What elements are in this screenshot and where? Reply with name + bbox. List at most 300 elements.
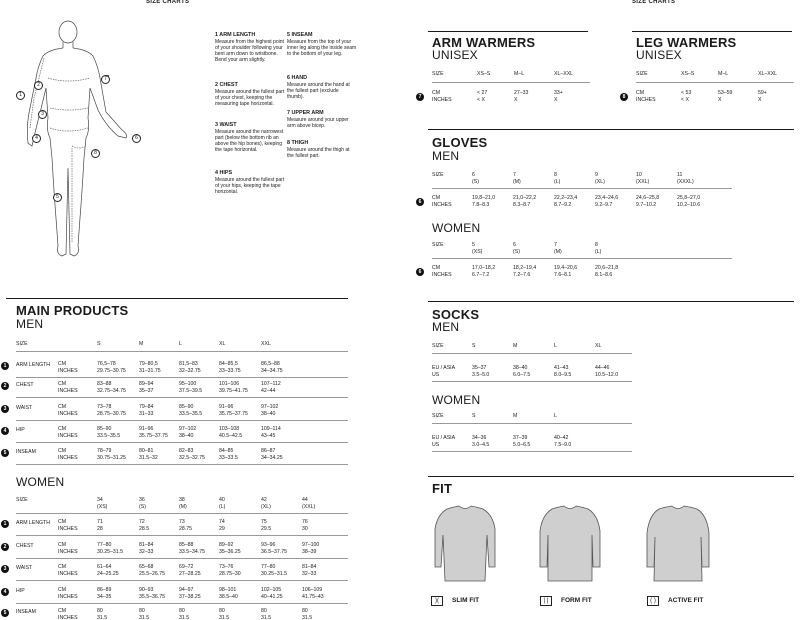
table-cell: 21,0–22,2	[513, 195, 537, 201]
active-fit-icon: ( )	[647, 596, 659, 606]
table-cell: 102–105	[261, 587, 282, 593]
arm-warmers-title: ARM WARMERS	[432, 35, 536, 50]
table-cell: 8.0–9.5	[554, 372, 572, 378]
table-cell: 7.8–8.3	[472, 202, 490, 208]
size-header: L	[554, 343, 557, 349]
size-header: (M)	[513, 179, 521, 185]
table-cell: 35.75–37.75	[139, 433, 168, 439]
size-header: 38	[179, 497, 185, 503]
form-fit-icon: | |	[540, 596, 552, 606]
table-cell: 85–88	[179, 542, 194, 548]
figure-marker-3: 3	[38, 110, 47, 119]
table-cell: 81,5–83	[179, 361, 198, 367]
table-cell: 43–45	[261, 433, 276, 439]
size-header: XL–XXL	[554, 71, 574, 77]
unit-label: CM	[58, 381, 67, 387]
table-cell: 103–108	[219, 426, 240, 432]
size-header-label: SIZE	[432, 413, 444, 419]
size-header: (M)	[179, 504, 187, 510]
unit-label: INCHES	[58, 433, 78, 439]
table-cell: 40–41.25	[261, 594, 283, 600]
table-rule	[432, 381, 632, 382]
table-cell: 7.5–9.0	[554, 442, 572, 448]
unit-label: INCHES	[432, 97, 452, 103]
unit-label: INCHES	[58, 526, 78, 532]
table-cell: 80	[219, 608, 225, 614]
table-cell: 91–96	[139, 426, 154, 432]
slim-fit-icon: )(	[431, 596, 443, 606]
table-cell: 40–42	[554, 435, 569, 441]
size-header: 6	[472, 172, 475, 178]
unit-label: CM	[58, 564, 67, 570]
table-cell: 33.5–35.5	[97, 433, 121, 439]
table-cell: 83–88	[97, 381, 112, 387]
table-cell: 107–112	[261, 381, 281, 387]
size-header: 42	[261, 497, 267, 503]
table-cell: 8.7–9.2	[554, 202, 572, 208]
table-cell: 59+	[758, 90, 767, 96]
page-header-right: SIZE CHARTS	[632, 0, 676, 5]
unit-label: INCHES	[58, 571, 78, 577]
table-cell: 74	[219, 519, 225, 525]
table-rule	[432, 353, 632, 354]
size-header: XL–XXL	[758, 71, 778, 77]
table-cell: 33.5–34.75	[179, 549, 205, 555]
table-cell: 31.5	[302, 615, 313, 620]
instruction-title: 6 HAND	[287, 75, 308, 81]
table-cell: 75	[261, 519, 267, 525]
table-cell: 7.2–7.6	[513, 272, 531, 278]
table-cell: 32.5–32.75	[179, 455, 205, 461]
instruction-arm-length	[215, 32, 285, 63]
table-cell: 30.25–31.5	[261, 571, 287, 577]
table-cell: 95–100	[179, 381, 197, 387]
size-header: 8	[554, 172, 557, 178]
table-cell: 30.25–31.5	[97, 549, 123, 555]
table-cell: 6.0–7.5	[513, 372, 531, 378]
instruction-inseam	[287, 32, 357, 57]
table-cell: 9.7–10.2	[636, 202, 657, 208]
main-products-title: MAIN PRODUCTS	[16, 303, 129, 318]
size-header: 40	[219, 497, 225, 503]
figure-marker-8: 8	[91, 149, 100, 158]
table-cell: 31.5	[219, 615, 230, 620]
table-cell: 84–85	[219, 448, 234, 454]
table-cell: 42–44	[261, 388, 276, 394]
table-cell: 76,5–78	[97, 361, 116, 367]
table-cell: 79–84	[139, 404, 154, 410]
size-header: M–L	[718, 71, 729, 77]
table-cell: 94–97	[179, 587, 194, 593]
table-cell: 90–93	[139, 587, 154, 593]
row-number-badge: 7	[416, 93, 424, 101]
table-cell: X	[718, 97, 722, 103]
table-cell: 37–39	[513, 435, 528, 441]
unit-label: CM	[58, 608, 67, 614]
row-number-badge: 3	[1, 405, 9, 413]
table-cell: 80	[139, 608, 145, 614]
size-header-label: SIZE	[16, 497, 28, 503]
size-header-label: SIZE	[432, 71, 444, 77]
size-header: 34	[97, 497, 103, 503]
instruction-text: Measure around the fullest part of your chest, keeping the measuring tape horizontal.	[215, 89, 285, 107]
table-cell: 28.75–30.75	[97, 411, 126, 417]
table-cell: < X	[477, 97, 485, 103]
table-cell: 61–64	[97, 564, 112, 570]
table-cell: 28.75	[179, 526, 192, 532]
size-header: (S)	[139, 504, 146, 510]
table-cell: 85–90	[97, 426, 112, 432]
row-number-badge: 6	[416, 268, 424, 276]
instruction-title: 7 UPPER ARM	[287, 110, 324, 116]
table-cell: 8.3–8.7	[513, 202, 531, 208]
table-cell: 81–84	[139, 542, 154, 548]
size-header: (XS)	[97, 504, 108, 510]
table-cell: 81–84	[302, 564, 317, 570]
instruction-text: Measure around the hand at the fullest part (exclude thumb).	[287, 82, 350, 100]
slim-fit-shirt-icon	[433, 505, 497, 585]
unit-label: CM	[636, 90, 645, 96]
row-number-badge: 4	[1, 427, 9, 435]
unit-label: CM	[58, 404, 67, 410]
table-cell: 6.7–7.2	[472, 272, 490, 278]
fit-title: FIT	[432, 481, 453, 496]
unit-label: CM	[432, 265, 441, 271]
size-header: (XL)	[261, 504, 271, 510]
unit-label: US	[432, 442, 440, 448]
table-cell: 80	[179, 608, 185, 614]
size-header: S	[97, 341, 101, 347]
table-cell: 86–89	[97, 587, 112, 593]
table-cell: 44–46	[595, 365, 610, 371]
instruction-title: 1 ARM LENGTH	[215, 32, 256, 38]
table-cell: 5.0–6.5	[513, 442, 531, 448]
table-cell: 97–102	[179, 426, 197, 432]
row-number-badge: 2	[1, 543, 9, 551]
table-cell: 30.75–31.25	[97, 455, 126, 461]
table-cell: 37.5–39.5	[179, 388, 203, 394]
size-header: (S)	[472, 179, 479, 185]
instruction-chest	[215, 82, 285, 107]
table-cell: 29	[219, 526, 225, 532]
table-cell: 85–90	[179, 404, 194, 410]
size-header: S	[472, 343, 476, 349]
size-header: 10	[636, 172, 642, 178]
table-cell: 97–100	[302, 542, 320, 548]
table-cell: 38–40	[179, 433, 194, 439]
table-cell: 31.5–32	[139, 455, 158, 461]
instruction-upper-arm	[287, 110, 357, 129]
table-cell: 38.5–40	[219, 594, 238, 600]
table-cell: 73–76	[219, 564, 234, 570]
row-label: INSEAM	[16, 449, 36, 455]
size-header: XS–S	[477, 71, 491, 77]
table-rule	[16, 513, 348, 514]
unit-label: INCHES	[432, 202, 452, 208]
active-fit-label: ACTIVE FIT	[668, 597, 704, 604]
instruction-title: 2 CHEST	[215, 82, 238, 88]
table-cell: 33–33.75	[219, 368, 241, 374]
table-rule	[16, 377, 348, 378]
row-label: HIP	[16, 427, 25, 433]
size-header-label: SIZE	[636, 71, 648, 77]
size-header: 7	[554, 242, 557, 248]
table-cell: 41–43	[554, 365, 569, 371]
size-header: (XXL)	[302, 504, 316, 510]
unit-label: CM	[58, 587, 67, 593]
table-cell: 8.1–8.6	[595, 272, 613, 278]
unit-label: INCHES	[58, 388, 78, 394]
table-cell: 73	[179, 519, 185, 525]
size-header: (XL)	[595, 179, 605, 185]
table-cell: 27–28.25	[179, 571, 201, 577]
unit-label: CM	[58, 426, 67, 432]
instruction-text: Measure from the highest point of your shoulder following your bent arm down to wristbone. Bend your arm slightly.	[215, 39, 284, 63]
table-cell: 24,6–25,8	[636, 195, 660, 201]
table-cell: 82–83	[179, 448, 194, 454]
table-rule	[432, 258, 732, 259]
table-cell: 20,6–21,8	[595, 265, 619, 271]
table-cell: 41.75–43	[302, 594, 324, 600]
table-cell: 17,0–18,2	[472, 265, 496, 271]
table-cell: < 27	[477, 90, 488, 96]
table-cell: 32–33	[302, 571, 317, 577]
table-rule	[16, 603, 348, 604]
table-cell: 86,5–88	[261, 361, 280, 367]
table-cell: 35.5–36.75	[139, 594, 165, 600]
table-cell: 28	[97, 526, 103, 532]
figure-marker-6: 6	[132, 134, 141, 143]
table-cell: 34–35	[97, 594, 112, 600]
size-header: XL	[595, 343, 602, 349]
table-cell: 32–32.75	[179, 368, 201, 374]
size-header: (XXL)	[636, 179, 650, 185]
size-header: 44	[302, 497, 308, 503]
size-header: M	[513, 343, 518, 349]
table-cell: 77–80	[261, 564, 276, 570]
row-number-badge: 4	[1, 588, 9, 596]
unit-label: CM	[432, 195, 441, 201]
leg-warmers-subtitle: UNISEX	[636, 48, 682, 62]
row-label: WAIST	[16, 405, 33, 411]
instruction-text: Measure from the top of your inner leg along the inside seam to the bottom of your leg.	[287, 39, 357, 57]
size-header: 9	[595, 172, 598, 178]
table-cell: < 53	[681, 90, 692, 96]
table-cell: 69–72	[179, 564, 194, 570]
table-cell: 3.0–4.5	[472, 442, 490, 448]
row-number-badge: 6	[416, 198, 424, 206]
table-cell: 34–34.75	[261, 368, 283, 374]
size-header: (L)	[595, 249, 602, 255]
table-cell: 38–40	[513, 365, 528, 371]
table-cell: 31.5	[139, 615, 150, 620]
row-label: WAIST	[16, 565, 33, 571]
size-header: L	[179, 341, 182, 347]
gloves-women-subtitle: WOMEN	[432, 221, 481, 235]
table-cell: 34–36	[472, 435, 487, 441]
unit-label: US	[432, 372, 440, 378]
table-cell: 35–37	[139, 388, 154, 394]
unit-label: INCHES	[58, 368, 78, 374]
table-rule	[16, 558, 348, 559]
row-label: ARM LENGTH	[16, 520, 51, 526]
table-cell: 23,4–24,6	[595, 195, 619, 201]
table-rule	[16, 397, 348, 398]
table-cell: 19,4–20,6	[554, 265, 578, 271]
row-label: CHEST	[16, 543, 34, 549]
table-cell: 98–101	[219, 587, 237, 593]
row-label: INSEAM	[16, 609, 36, 615]
active-fit-shirt-icon	[645, 505, 711, 585]
instruction-title: 4 HIPS	[215, 170, 233, 176]
unit-label: INCHES	[432, 272, 452, 278]
table-rule	[16, 535, 348, 536]
size-header: S	[472, 413, 476, 419]
table-cell: 33.5–35.5	[179, 411, 203, 417]
size-header: M–L	[514, 71, 525, 77]
table-rule	[16, 442, 348, 443]
instruction-waist	[215, 122, 285, 153]
table-cell: 25.5–26.75	[139, 571, 165, 577]
table-cell: 78–79	[97, 448, 112, 454]
size-header: M	[139, 341, 144, 347]
table-cell: 89–94	[139, 381, 154, 387]
table-cell: 29.75–30.75	[97, 368, 126, 374]
table-cell: 25,8–27,0	[677, 195, 701, 201]
table-cell: 80	[261, 608, 267, 614]
leg-warmers-rule	[632, 31, 792, 32]
row-label: CHEST	[16, 382, 34, 388]
figure-marker-4: 4	[32, 134, 41, 143]
row-number-badge: 5	[1, 449, 9, 457]
size-header: 5	[472, 242, 475, 248]
table-cell: 109–114	[261, 426, 281, 432]
size-header: 6	[513, 242, 516, 248]
main-products-rule	[6, 298, 348, 299]
table-cell: 36.5–37.75	[261, 549, 287, 555]
size-header: XL	[219, 341, 226, 347]
table-cell: 30	[302, 526, 308, 532]
unit-label: INCHES	[58, 455, 78, 461]
table-cell: 29.5	[261, 526, 272, 532]
table-rule	[432, 423, 632, 424]
instruction-text: Measure around the narrowest part (below the bottom rib an above the hip bones), keeping the tape horizontal.	[215, 129, 284, 153]
size-header: (L)	[219, 504, 226, 510]
table-cell: 32–33	[139, 549, 154, 555]
size-header: XXL	[261, 341, 271, 347]
row-number-badge: 1	[1, 362, 9, 370]
instruction-thigh	[287, 140, 357, 159]
main-products-men-subtitle: MEN	[16, 317, 44, 331]
instruction-text: Measure around your upper arm above bicep.	[287, 117, 349, 129]
unit-label: EU / ASIA	[432, 365, 456, 371]
table-cell: 97–102	[261, 404, 279, 410]
row-label: HIP	[16, 588, 25, 594]
unit-label: INCHES	[58, 615, 78, 620]
table-rule	[432, 451, 632, 452]
table-cell: 79–80,5	[139, 361, 158, 367]
table-cell: 10.5–12.0	[595, 372, 619, 378]
socks-rule	[428, 301, 794, 302]
page-header-left: SIZE CHARTS	[146, 0, 190, 5]
form-fit-label: FORM FIT	[561, 597, 592, 604]
table-cell: 28.75–30	[219, 571, 241, 577]
slim-fit-label: SLIM FIT	[452, 597, 480, 604]
size-header-label: SIZE	[432, 172, 444, 178]
table-cell: 35.75–37.75	[219, 411, 248, 417]
row-number-badge: 5	[1, 609, 9, 617]
table-cell: 18,2–19,4	[513, 265, 537, 271]
row-number-badge: 2	[1, 382, 9, 390]
gloves-men-subtitle: MEN	[432, 149, 460, 163]
size-header: (L)	[554, 179, 561, 185]
table-cell: 40.5–42.5	[219, 433, 243, 439]
table-cell: 24–25.25	[97, 571, 119, 577]
row-number-badge: 1	[1, 520, 9, 528]
size-header: (XXXL)	[677, 179, 694, 185]
table-cell: 19,8–21,0	[472, 195, 496, 201]
unit-label: INCHES	[636, 97, 656, 103]
table-cell: 35–36.25	[219, 549, 241, 555]
row-label: ARM LENGTH	[16, 362, 51, 368]
table-cell: 89–92	[219, 542, 234, 548]
table-cell: 31.5	[97, 615, 108, 620]
table-cell: 84–85,5	[219, 361, 238, 367]
size-header: XS–S	[681, 71, 695, 77]
table-cell: 93–96	[261, 542, 276, 548]
fit-rule	[428, 476, 794, 477]
arm-warmers-rule	[428, 31, 588, 32]
instruction-text: Measure around the fullest part of your hips, keeping the tape horizontal.	[215, 177, 285, 195]
unit-label: INCHES	[58, 549, 78, 555]
table-cell: 71	[97, 519, 103, 525]
table-rule	[16, 580, 348, 581]
table-rule	[16, 464, 348, 465]
table-cell: 72	[139, 519, 145, 525]
table-cell: 73–78	[97, 404, 112, 410]
row-number-badge: 8	[620, 93, 628, 101]
table-cell: 80–81	[139, 448, 154, 454]
table-cell: 34–34.25	[261, 455, 283, 461]
table-cell: 7.6–8.1	[554, 272, 572, 278]
table-cell: 28.5	[139, 526, 150, 532]
table-cell: 9.2–9.7	[595, 202, 613, 208]
unit-label: CM	[58, 361, 67, 367]
table-cell: 31.5	[179, 615, 190, 620]
socks-men-subtitle: MEN	[432, 320, 460, 334]
table-cell: 106–109	[302, 587, 323, 593]
instruction-title: 8 THIGH	[287, 140, 309, 146]
size-header-label: SIZE	[432, 343, 444, 349]
size-header-label: SIZE	[432, 242, 444, 248]
table-cell: 3.5–5.0	[472, 372, 490, 378]
instruction-text: Measure around the thigh at the fullest part.	[287, 147, 350, 159]
table-cell: 33–33.5	[219, 455, 238, 461]
table-rule	[432, 188, 732, 189]
table-cell: X	[554, 97, 558, 103]
leg-warmers-title: LEG WARMERS	[636, 35, 737, 50]
size-header: M	[513, 413, 518, 419]
table-cell: 10.2–10.6	[677, 202, 701, 208]
table-cell: 53–59	[718, 90, 733, 96]
figure-marker-1: 1	[16, 91, 25, 100]
figure-marker-5: 5	[53, 193, 62, 202]
table-cell: 31–33	[139, 411, 154, 417]
gloves-title: GLOVES	[432, 135, 488, 150]
unit-label: CM	[58, 542, 67, 548]
table-cell: 80	[302, 608, 308, 614]
table-cell: 80	[97, 608, 103, 614]
